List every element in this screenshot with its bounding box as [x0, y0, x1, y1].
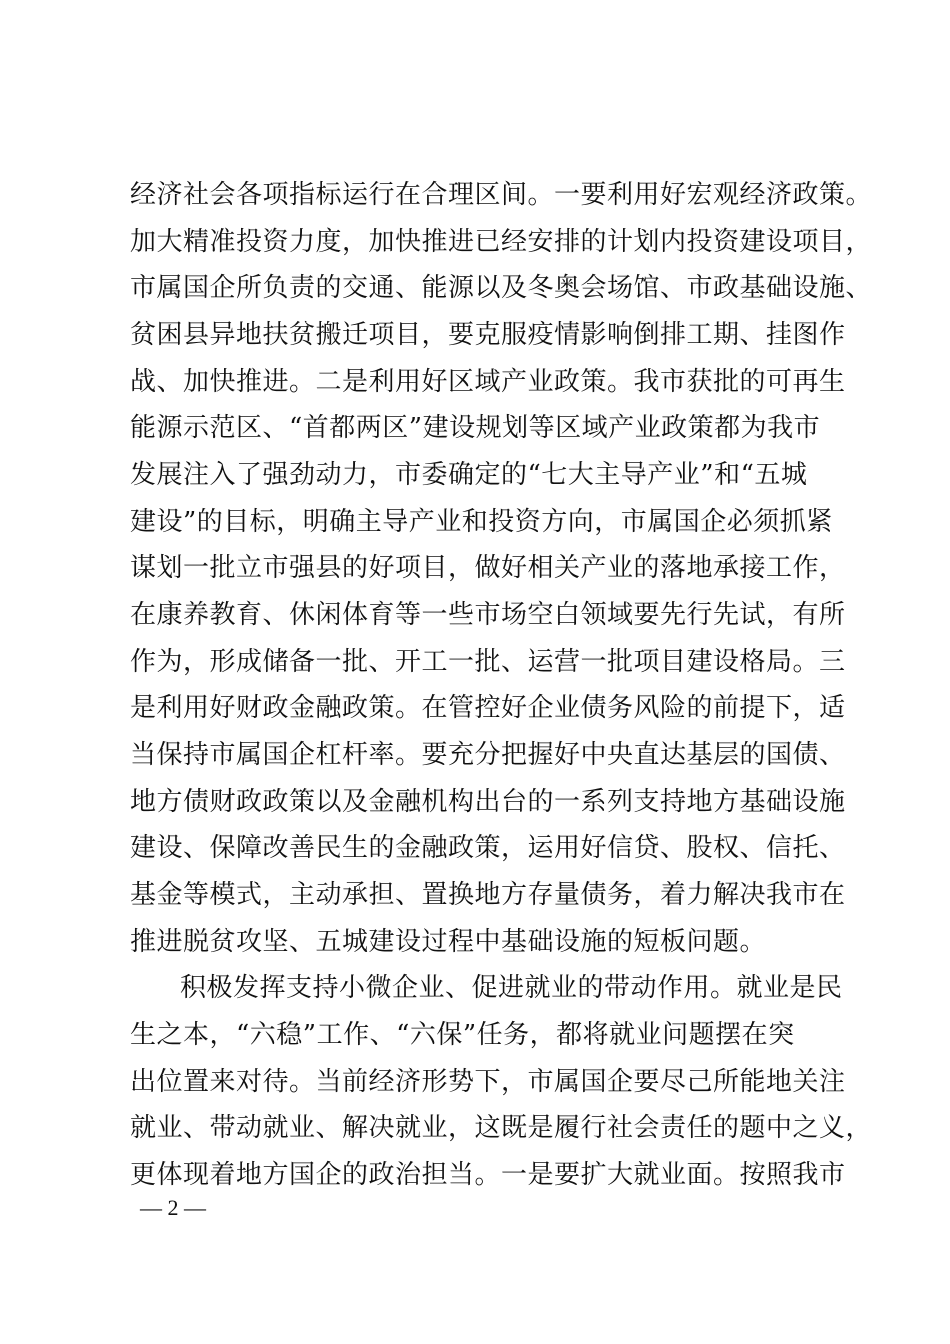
- text-line: 市属国企所负责的交通、能源以及冬奥会场馆、市政基础设施、: [130, 273, 873, 303]
- page-number: — 2 —: [140, 1195, 206, 1220]
- text-line: 加大精准投资力度，加快推进已经安排的计划内投资建设项目，: [130, 227, 873, 257]
- text-line: 谋划一批立市强县的好项目，做好相关产业的落地承接工作，: [130, 553, 846, 583]
- text-line: 在康养教育、休闲体育等一些市场空白领域要先行先试，有所: [130, 600, 846, 630]
- text-line: 出位置来对待。当前经济形势下，市属国企要尽己所能地关注: [130, 1067, 846, 1097]
- text-line: 作为，形成储备一批、开工一批、运营一批项目建设格局。三: [130, 647, 846, 677]
- text-line: 更体现着地方国企的政治担当。一是要扩大就业面。按照我市: [130, 1160, 846, 1190]
- text-line: 推进脱贫攻坚、五城建设过程中基础设施的短板问题。: [130, 927, 767, 957]
- text-line: 建设”的目标，明确主导产业和投资方向，市属国企必须抓紧: [130, 507, 833, 537]
- text-line: 发展注入了强劲动力，市委确定的“七大主导产业”和“五城: [130, 460, 808, 490]
- text-line: 贫困县异地扶贫搬迁项目，要克服疫情影响倒排工期、挂图作: [130, 320, 846, 350]
- text-line: 基金等模式，主动承担、置换地方存量债务，着力解决我市在: [130, 880, 846, 910]
- text-line: 当保持市属国企杠杆率。要充分把握好中央直达基层的国债、: [130, 740, 846, 770]
- paragraph-start-line: 积极发挥支持小微企业、促进就业的带动作用。就业是民: [180, 973, 843, 1003]
- text-line: 是利用好财政金融政策。在管控好企业债务风险的前提下，适: [130, 693, 846, 723]
- text-line: 能源示范区、“首都两区”建设规划等区域产业政策都为我市: [130, 413, 821, 443]
- text-line: 建设、保障改善民生的金融政策，运用好信贷、股权、信托、: [130, 833, 846, 863]
- text-line: 就业、带动就业、解决就业，这既是履行社会责任的题中之义，: [130, 1113, 873, 1143]
- text-line: 战、加快推进。二是利用好区域产业政策。我市获批的可再生: [130, 367, 846, 397]
- text-line: 地方债财政政策以及金融机构出台的一系列支持地方基础设施: [130, 787, 846, 817]
- text-line: 经济社会各项指标运行在合理区间。一要利用好宏观经济政策。: [130, 180, 873, 210]
- text-line: 生之本，“六稳”工作、“六保”任务，都将就业问题摆在突: [130, 1020, 795, 1050]
